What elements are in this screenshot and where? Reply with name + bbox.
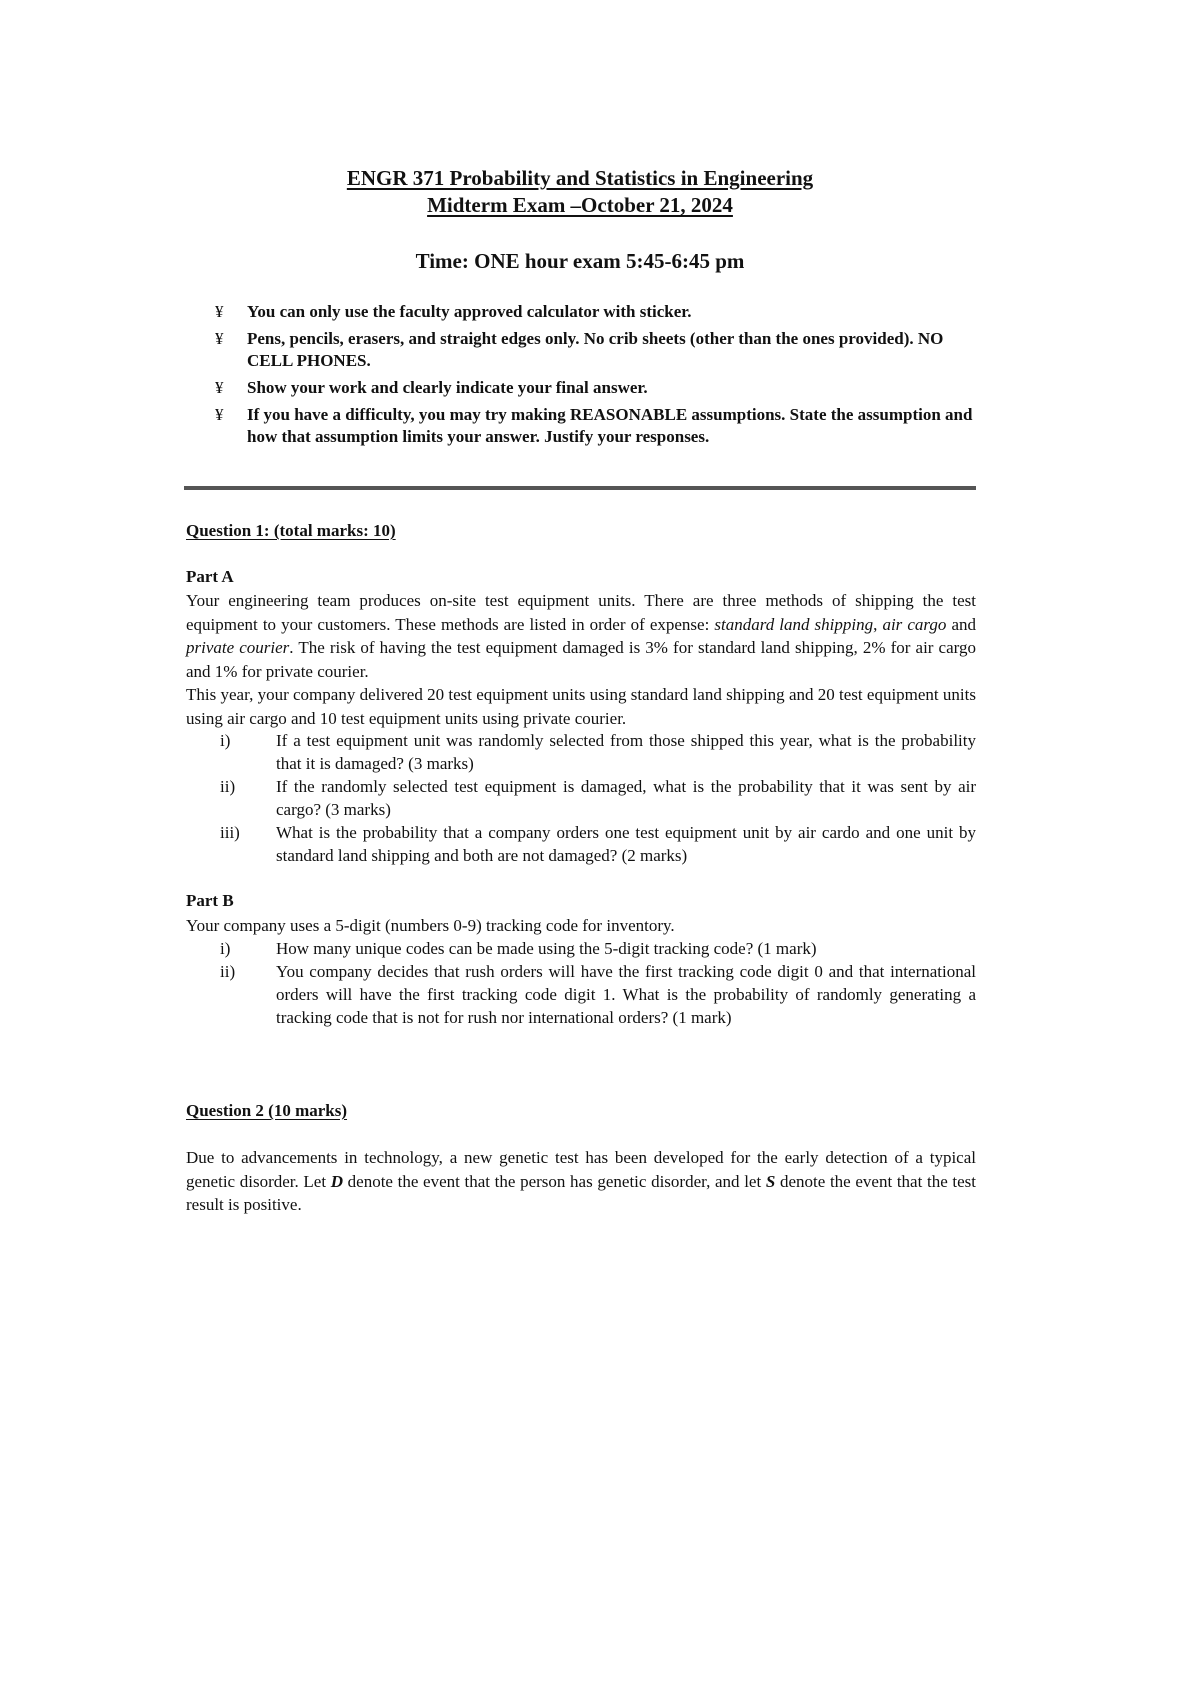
rule-item xyxy=(215,404,975,448)
method-standard-land: standard land shipping xyxy=(714,614,874,634)
part-b-intro: Your company uses a 5-digit (numbers 0-9) tracking code for inventory. xyxy=(186,916,675,935)
item-text: How many unique codes can be made using the 5-digit tracking code? (1 mark) xyxy=(276,939,817,958)
yen-bullet-icon: ¥ xyxy=(215,405,224,424)
event-d: D xyxy=(330,1171,343,1191)
item-text: If the randomly selected test equipment is damaged, what is the probability that it was sent by air cargo? (3 marks) xyxy=(276,777,976,819)
exam-title: Midterm Exam –October 21, 2024 xyxy=(427,193,733,217)
rule-item xyxy=(215,301,975,323)
list-item xyxy=(186,775,976,821)
list-item xyxy=(186,729,976,775)
item-number: i) xyxy=(220,731,231,750)
list-item xyxy=(186,821,976,867)
item-number: i) xyxy=(220,939,231,958)
course-title: ENGR 371 Probability and Statistics in Engineering xyxy=(346,166,814,190)
part-a-paragraph-2: This year, your company delivered 20 test equipment units using standard land shipping and 20 test equipment units using air cargo and 10 test equipment units using private courier. xyxy=(186,685,976,728)
rule-text: You can only use the faculty approved calculator with sticker. xyxy=(247,302,692,321)
yen-bullet-icon: ¥ xyxy=(215,302,224,321)
list-item xyxy=(186,960,976,1029)
part-b-heading: Part B xyxy=(186,891,234,910)
part-a-questions xyxy=(186,729,976,867)
item-text: If a test equipment unit was randomly selected from those shipped this year, what is the probability that it is damaged? (3 marks) xyxy=(276,731,976,773)
rule-text: Show your work and clearly indicate your final answer. xyxy=(247,378,648,397)
item-text: What is the probability that a company orders one test equipment unit by air cardo and one unit by standard land shipping and both are not damaged? (2 marks) xyxy=(276,823,976,865)
list-item xyxy=(186,937,976,960)
yen-bullet-icon: ¥ xyxy=(215,329,224,348)
question-2-heading: Question 2 (10 marks) xyxy=(186,1101,348,1120)
method-air-cargo: air cargo xyxy=(882,614,947,634)
rule-item xyxy=(215,377,975,399)
item-number: ii) xyxy=(220,777,236,796)
part-a-paragraph-1 xyxy=(186,589,976,683)
exam-rules xyxy=(215,301,975,453)
para-text: . The risk of having the test equipment damaged is 3% for standard land shipping, 2% for air cargo and 1% for private courier. xyxy=(186,638,977,681)
exam-time: Time: ONE hour exam 5:45-6:45 pm xyxy=(415,249,745,273)
item-number: iii) xyxy=(220,823,240,842)
para-text: , xyxy=(873,614,883,634)
question-2-paragraph xyxy=(186,1146,976,1217)
para-text: Your engineering team produces on-site test equipment units. There are three methods of shipping the test equipment to your customers. These methods are listed in order of expense: xyxy=(186,591,976,634)
rule-item xyxy=(215,328,975,372)
item-number: ii) xyxy=(220,962,236,981)
para-text: denote the event that the test result is positive. xyxy=(186,1171,976,1214)
section-divider xyxy=(184,486,976,490)
rule-text: If you have a difficulty, you may try making REASONABLE assumptions. State the assumption and how that assumption limits your answer. Justify your responses. xyxy=(247,405,973,446)
event-s: S xyxy=(765,1171,776,1191)
item-text: You company decides that rush orders will have the first tracking code digit 0 and that international orders will have the first tracking code digit 1. What is the probability of randomly generating a tracking code that is not for rush nor international orders? (1 mark) xyxy=(276,962,976,1027)
method-private-courier: private courier xyxy=(186,638,290,657)
rule-text: Pens, pencils, erasers, and straight edges only. No crib sheets (other than the ones provided). NO CELL PHONES. xyxy=(247,329,944,370)
para-text: and xyxy=(946,614,977,634)
part-b-questions xyxy=(186,937,976,1029)
para-text: Due to advancements in technology, a new genetic test has been developed for the early detection of a typical genetic disorder. Let xyxy=(186,1148,976,1191)
part-a-heading: Part A xyxy=(186,567,234,586)
question-1-heading: Question 1: (total marks: 10) xyxy=(186,521,396,540)
yen-bullet-icon: ¥ xyxy=(215,378,224,397)
para-text: denote the event that the person has genetic disorder, and let xyxy=(343,1171,766,1191)
